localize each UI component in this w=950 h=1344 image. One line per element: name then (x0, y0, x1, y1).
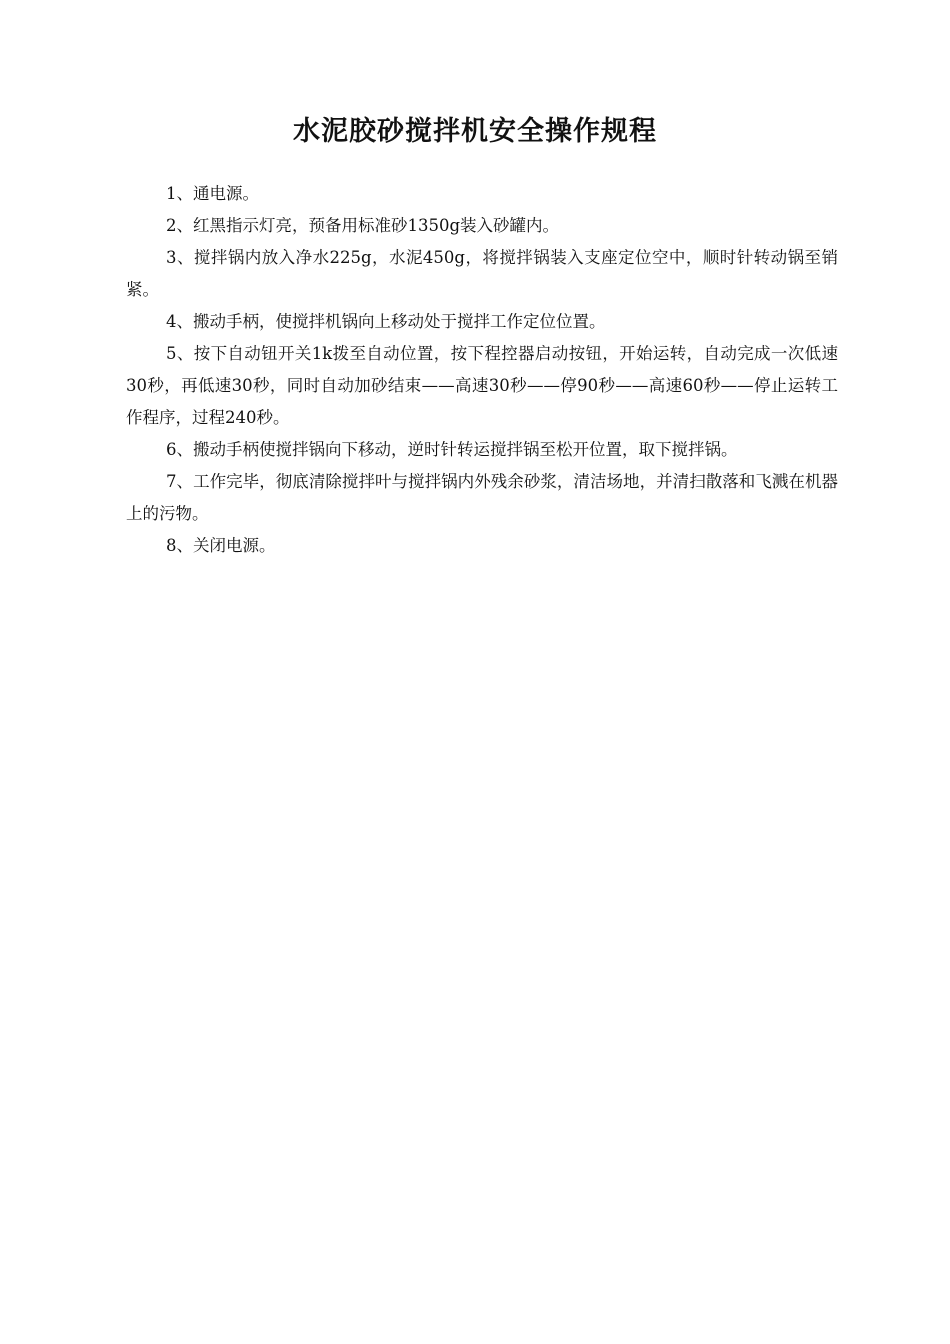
procedure-step: 6、搬动手柄使搅拌锅向下移动，逆时针转运搅拌锅至松开位置，取下搅拌锅。 (166, 440, 738, 459)
procedure-step: 7、工作完毕，彻底清除搅拌叶与搅拌锅内外残余砂浆，清洁场地，并清扫散落和飞溅在机器上的污物。 (126, 472, 838, 523)
procedure-step: 8、关闭电源。 (166, 536, 276, 555)
procedure-step: 2、红黑指示灯亮，预备用标准砂1350g装入砂罐内。 (166, 216, 560, 235)
procedure-step: 4、搬动手柄，使搅拌机锅向上移动处于搅拌工作定位位置。 (166, 312, 606, 331)
procedure-step: 5、按下自动钮开关1k拨至自动位置，按下程控器启动按钮，开始运转，自动完成一次低速30秒，再低速30秒，同时自动加砂结束——高速30秒——停90秒——高速60秒——停止运转工作程序，过程240秒。 (126, 344, 838, 427)
procedure-step: 3、搅拌锅内放入净水225g，水泥450g，将搅拌锅装入支座定位空中，顺时针转动锅至销紧。 (126, 248, 838, 299)
document-title: 水泥胶砂搅拌机安全操作规程 (293, 116, 657, 147)
procedure-step: 1、通电源。 (166, 184, 259, 203)
procedure-list (126, 178, 838, 562)
